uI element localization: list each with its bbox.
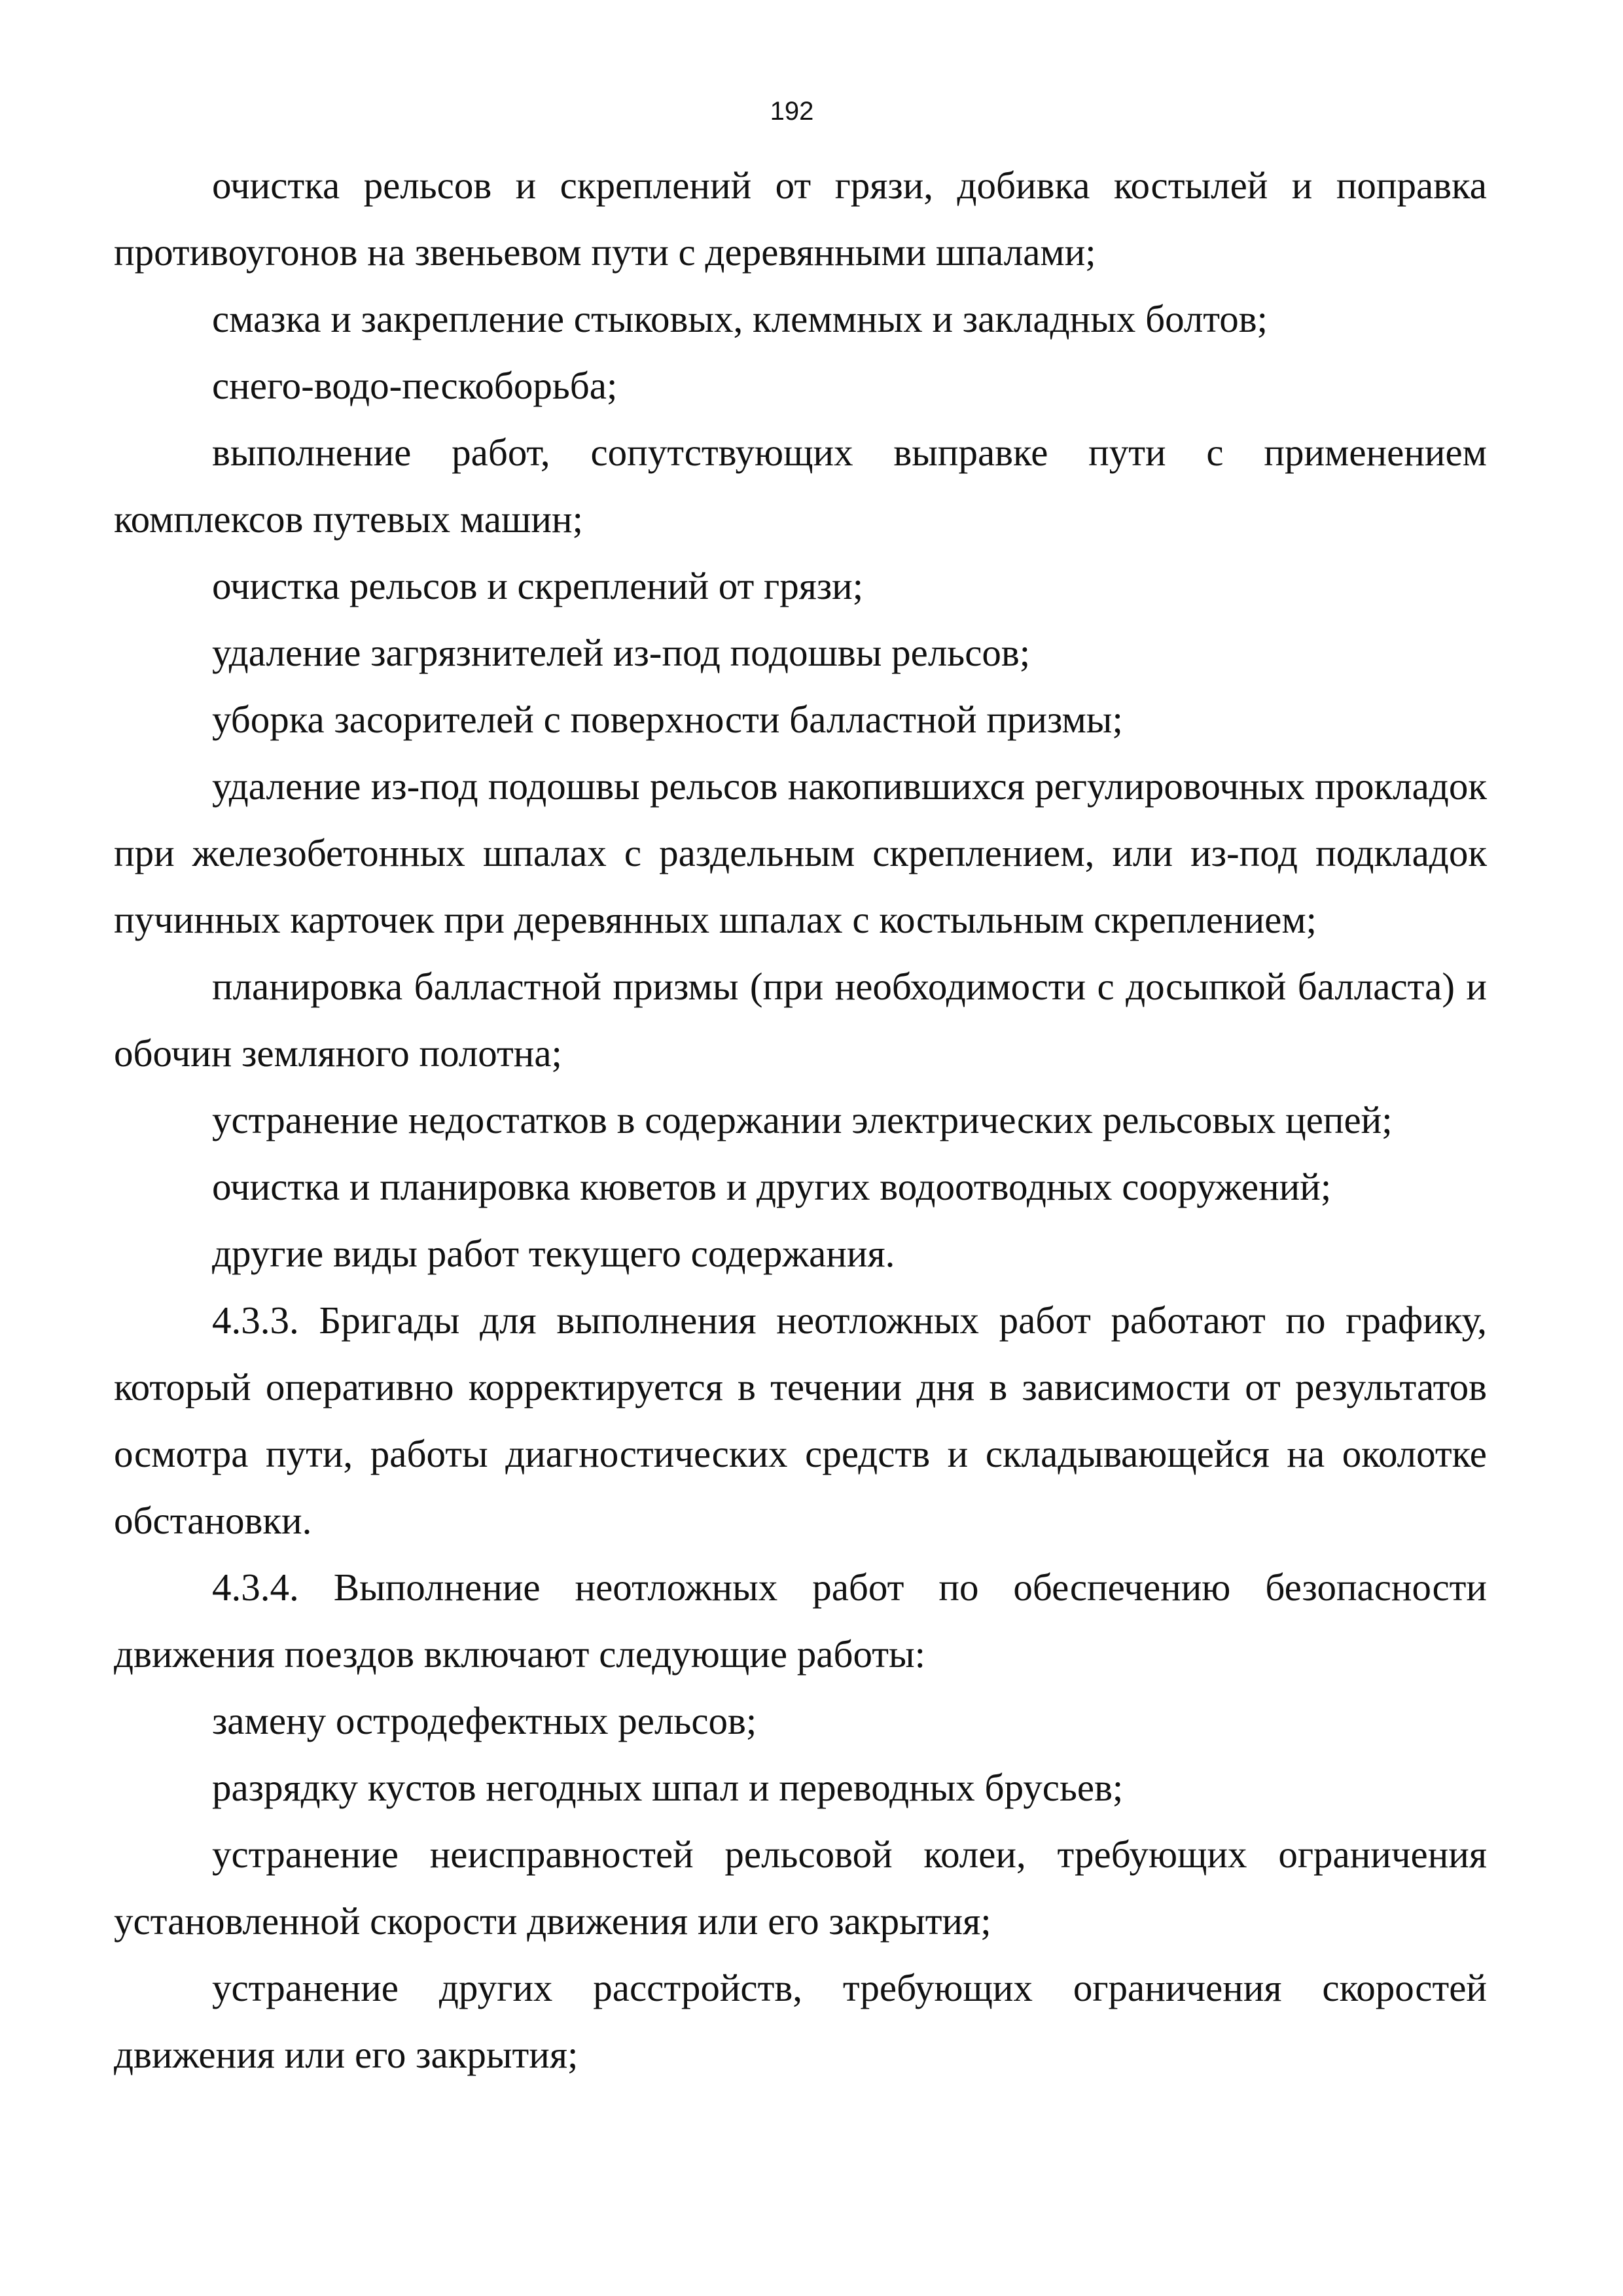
paragraph: устранение неисправностей рельсовой колеи, требующих ограничения установленной скорости движения или его закрытия;: [114, 1833, 1487, 1943]
paragraph: 4.3.3. Бригады для выполнения неотложных работ работают по графику, который оперативно корректируется в течении дня в зависимости от результатов осмотра пути, работы диагностических средств и складывающейся на околотке обстановки.: [114, 1299, 1487, 1542]
document-body: [114, 152, 1487, 2088]
paragraph: разрядку кустов негодных шпал и переводных брусьев;: [212, 1766, 1124, 1809]
paragraph: удаление загрязнителей из-под подошвы рельсов;: [212, 631, 1031, 674]
paragraph: устранение других расстройств, требующих ограничения скоростей движения или его закрытия;: [114, 1966, 1487, 2076]
paragraph: устранение недостатков в содержании электрических рельсовых цепей;: [212, 1098, 1393, 1141]
paragraph: очистка рельсов и скреплений от грязи, добивка костылей и поправка противоугонов на звеньевом пути с деревянными шпалами;: [114, 164, 1487, 274]
paragraph: 4.3.4. Выполнение неотложных работ по обеспечению безопасности движения поездов включают следующие работы:: [114, 1566, 1487, 1676]
page-number: 192: [770, 97, 814, 126]
paragraph: удаление из-под подошвы рельсов накопившихся регулировочных прокладок при железобетонных шпалах с раздельным скреплением, или из-под подкладок пучинных карточек при деревянных шпалах с костыльным скреплением;: [114, 764, 1487, 941]
paragraph: замену остродефектных рельсов;: [212, 1699, 757, 1742]
paragraph: смазка и закрепление стыковых, клеммных и закладных болтов;: [212, 297, 1268, 340]
paragraph: очистка и планировка кюветов и других водоотводных сооружений;: [212, 1165, 1332, 1208]
paragraph: выполнение работ, сопутствующих выправке пути с применением комплексов путевых машин;: [114, 431, 1487, 541]
paragraph: уборка засорителей с поверхности балластной призмы;: [212, 698, 1123, 741]
paragraph: другие виды работ текущего содержания.: [212, 1232, 895, 1275]
paragraph: планировка балластной призмы (при необходимости с досыпкой балласта) и обочин земляного полотна;: [114, 965, 1487, 1075]
paragraph: снего-водо-пескоборьба;: [212, 364, 618, 407]
paragraph: очистка рельсов и скреплений от грязи;: [212, 564, 864, 607]
